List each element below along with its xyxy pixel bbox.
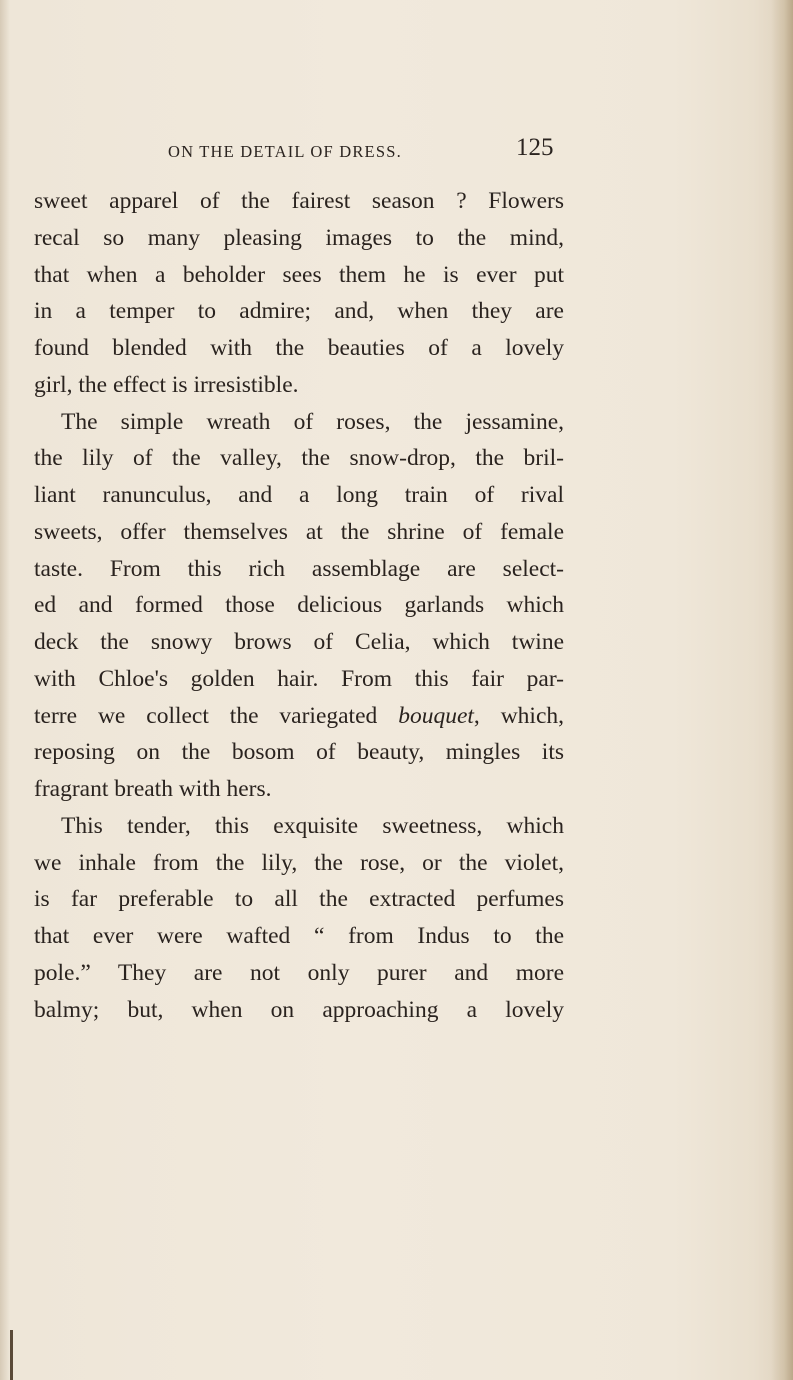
body-text bbox=[34, 183, 564, 1028]
text-fragment: terre we collect the variegated bbox=[34, 702, 399, 729]
text-line: liant ranunculus, and a long train of rival bbox=[34, 482, 564, 508]
text-line: recal so many pleasing images to the mind, bbox=[34, 224, 564, 251]
gutter-shadow bbox=[0, 0, 10, 1380]
text-line: the lily of the valley, the snow-drop, the bril- bbox=[34, 445, 564, 472]
text-line: girl, the effect is irresistible. bbox=[34, 371, 299, 398]
page-number: 125 bbox=[516, 134, 554, 161]
text-line: that ever were wafted “ from Indus to the bbox=[34, 923, 564, 949]
text-line: with Chloe's golden hair. From this fair par- bbox=[34, 665, 564, 692]
text-line: This tender, this exquisite sweetness, which bbox=[61, 812, 564, 839]
gutter-mark bbox=[10, 1330, 13, 1380]
text-line: The simple wreath of roses, the jessamine, bbox=[61, 408, 564, 435]
text-line: reposing on the bosom of beauty, mingles its bbox=[34, 739, 564, 766]
text-line: is far preferable to all the extracted perfumes bbox=[34, 886, 564, 913]
text-fragment: , which, bbox=[473, 702, 564, 729]
text-line: we inhale from the lily, the rose, or the violet, bbox=[34, 849, 564, 876]
text-line: sweets, offer themselves at the shrine of female bbox=[34, 518, 564, 545]
text-line: fragrant breath with hers. bbox=[34, 776, 272, 802]
page-header bbox=[0, 134, 793, 164]
text-line: found blended with the beauties of a lovely bbox=[34, 335, 564, 361]
text-line: sweet apparel of the fairest season ? Flowers bbox=[34, 188, 564, 214]
text-line: that when a beholder sees them he is ever put bbox=[34, 261, 564, 288]
text-line: ed and formed those delicious garlands which bbox=[34, 592, 564, 619]
text-line: balmy; but, when on approaching a lovely bbox=[34, 996, 564, 1023]
text-line-with-italic bbox=[34, 698, 564, 735]
running-head: ON THE DETAIL OF DRESS. bbox=[168, 142, 402, 161]
italic-word: bouquet bbox=[398, 702, 474, 729]
text-line: pole.” They are not only purer and more bbox=[34, 959, 564, 986]
text-line: deck the snowy brows of Celia, which twine bbox=[34, 629, 564, 655]
text-line: taste. From this rich assemblage are select- bbox=[34, 555, 564, 582]
page-edge bbox=[771, 0, 793, 1380]
text-line: in a temper to admire; and, when they are bbox=[34, 298, 564, 325]
